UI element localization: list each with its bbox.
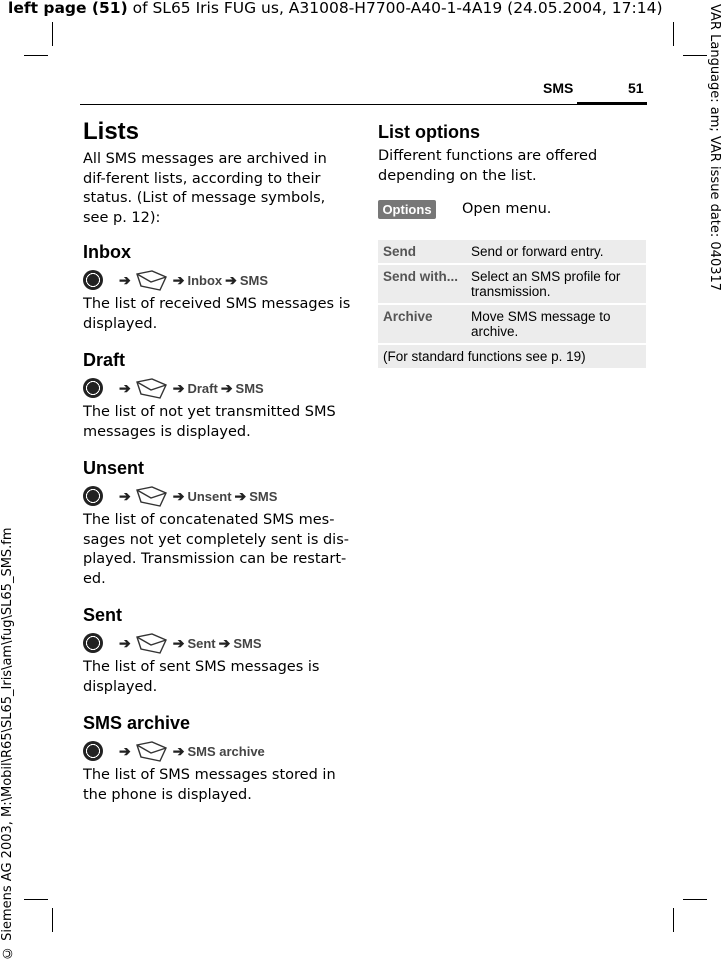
crop-mark [24,55,48,56]
list-heading: SMS archive [83,713,191,733]
crop-mark [52,908,53,932]
section-title-list-options: List options [378,122,480,142]
option-key: Archive [378,305,466,343]
crop-mark [683,899,707,900]
envelope-icon [135,485,169,507]
menu-path-item: SMS [249,488,278,504]
arrow-right-icon: ➔ [225,271,237,288]
list-section [83,605,353,697]
list-heading: Inbox [83,242,131,262]
crop-mark [673,22,674,46]
arrow-right-icon: ➔ [172,271,185,288]
options-table [378,238,646,370]
navigation-key-icon [83,486,103,506]
navigation-key-icon [83,741,103,761]
side-copyright-note: © Siemens AG 2003, M:\Mobil\R65\SL65_Iris\am\fug\SL65_SMS.fm [0,527,15,960]
page-number: 51 [628,80,644,96]
navigation-key-icon [83,270,103,290]
options-softkey-action: Open menu. [462,201,552,217]
menu-path [83,738,353,764]
crop-mark [683,55,707,56]
slug-page-ref: left page (51) [8,0,128,17]
list-section [83,350,353,442]
arrow-right-icon: ➔ [220,379,233,396]
menu-path-item: SMS [235,380,264,396]
envelope-icon [135,269,169,291]
running-header-title: SMS [543,80,574,96]
envelope-icon [135,740,169,762]
options-table-row [378,265,646,303]
arrow-right-icon: ➔ [218,634,231,651]
crop-mark [52,22,53,46]
list-section [83,713,353,805]
arrow-right-icon: ➔ [119,487,131,504]
list-heading: Draft [83,350,126,370]
menu-path-item: Inbox [187,272,223,288]
arrow-right-icon: ➔ [119,634,131,651]
list-options-intro: Different functions are offered depending on the list. [378,148,598,184]
header-rule-accent [577,102,647,105]
list-section [83,458,353,589]
menu-path [83,483,353,509]
slug-details: of SL65 Iris FUG us, A31008-H7700-A40-1-4A19 (24.05.2004, 17:14) [127,0,663,17]
options-table-note-row [378,345,646,368]
right-column [378,112,648,370]
menu-path-item: Draft [187,380,218,396]
options-softkey[interactable]: Options [378,200,436,219]
list-heading: Sent [83,605,123,625]
crop-mark [24,899,48,900]
menu-path [83,375,353,401]
menu-path-item: SMS [239,272,269,288]
options-table-note: (For standard functions see p. 19) [378,345,646,368]
arrow-right-icon: ➔ [119,742,131,759]
list-description: The list of not yet transmitted SMS messages is displayed. [83,404,336,440]
list-description: The list of sent SMS messages is displayed. [83,659,320,695]
option-description: Send or forward entry. [466,240,646,263]
option-description: Move SMS message to archive. [466,305,646,343]
option-key: Send [378,240,466,263]
arrow-right-icon: ➔ [172,634,185,651]
navigation-key-icon [83,633,103,653]
header-rule [80,104,577,105]
menu-path-item: Unsent [187,488,232,504]
left-column [83,112,353,821]
crop-mark [673,908,674,932]
menu-path [83,630,353,656]
menu-path-item: SMS [233,635,262,651]
navigation-key-icon [83,378,103,398]
menu-path-item: Sent [187,635,216,651]
list-sections [83,242,353,805]
arrow-right-icon: ➔ [172,379,185,396]
arrow-right-icon: ➔ [172,742,185,759]
arrow-right-icon: ➔ [119,271,131,288]
option-key: Send with... [378,265,466,303]
list-description: The list of concatenated SMS mes-sages not yet completely sent is dis-played. Transmission can be restart-ed. [83,512,349,587]
arrow-right-icon: ➔ [234,487,247,504]
menu-path [83,267,353,293]
lists-intro: All SMS messages are archived in dif-ferent lists, according to their status. (List of message symbols, see p. 12): [83,151,327,226]
option-description: Select an SMS profile for transmission. [466,265,646,303]
envelope-icon [135,377,169,399]
menu-path-item: SMS archive [187,743,265,759]
list-section [83,242,353,334]
list-description: The list of SMS messages stored in the phone is displayed. [83,767,336,803]
options-table-row [378,305,646,343]
arrow-right-icon: ➔ [119,379,131,396]
options-softkey-row [378,200,648,220]
list-description: The list of received SMS messages is displayed. [83,296,351,332]
section-title-lists: Lists [83,118,140,145]
arrow-right-icon: ➔ [172,487,185,504]
options-table-row [378,240,646,263]
envelope-icon [135,632,169,654]
list-heading: Unsent [83,458,145,478]
print-slug [8,0,663,17]
side-language-note: VAR Language: am; VAR issue date: 040317 [707,4,722,292]
